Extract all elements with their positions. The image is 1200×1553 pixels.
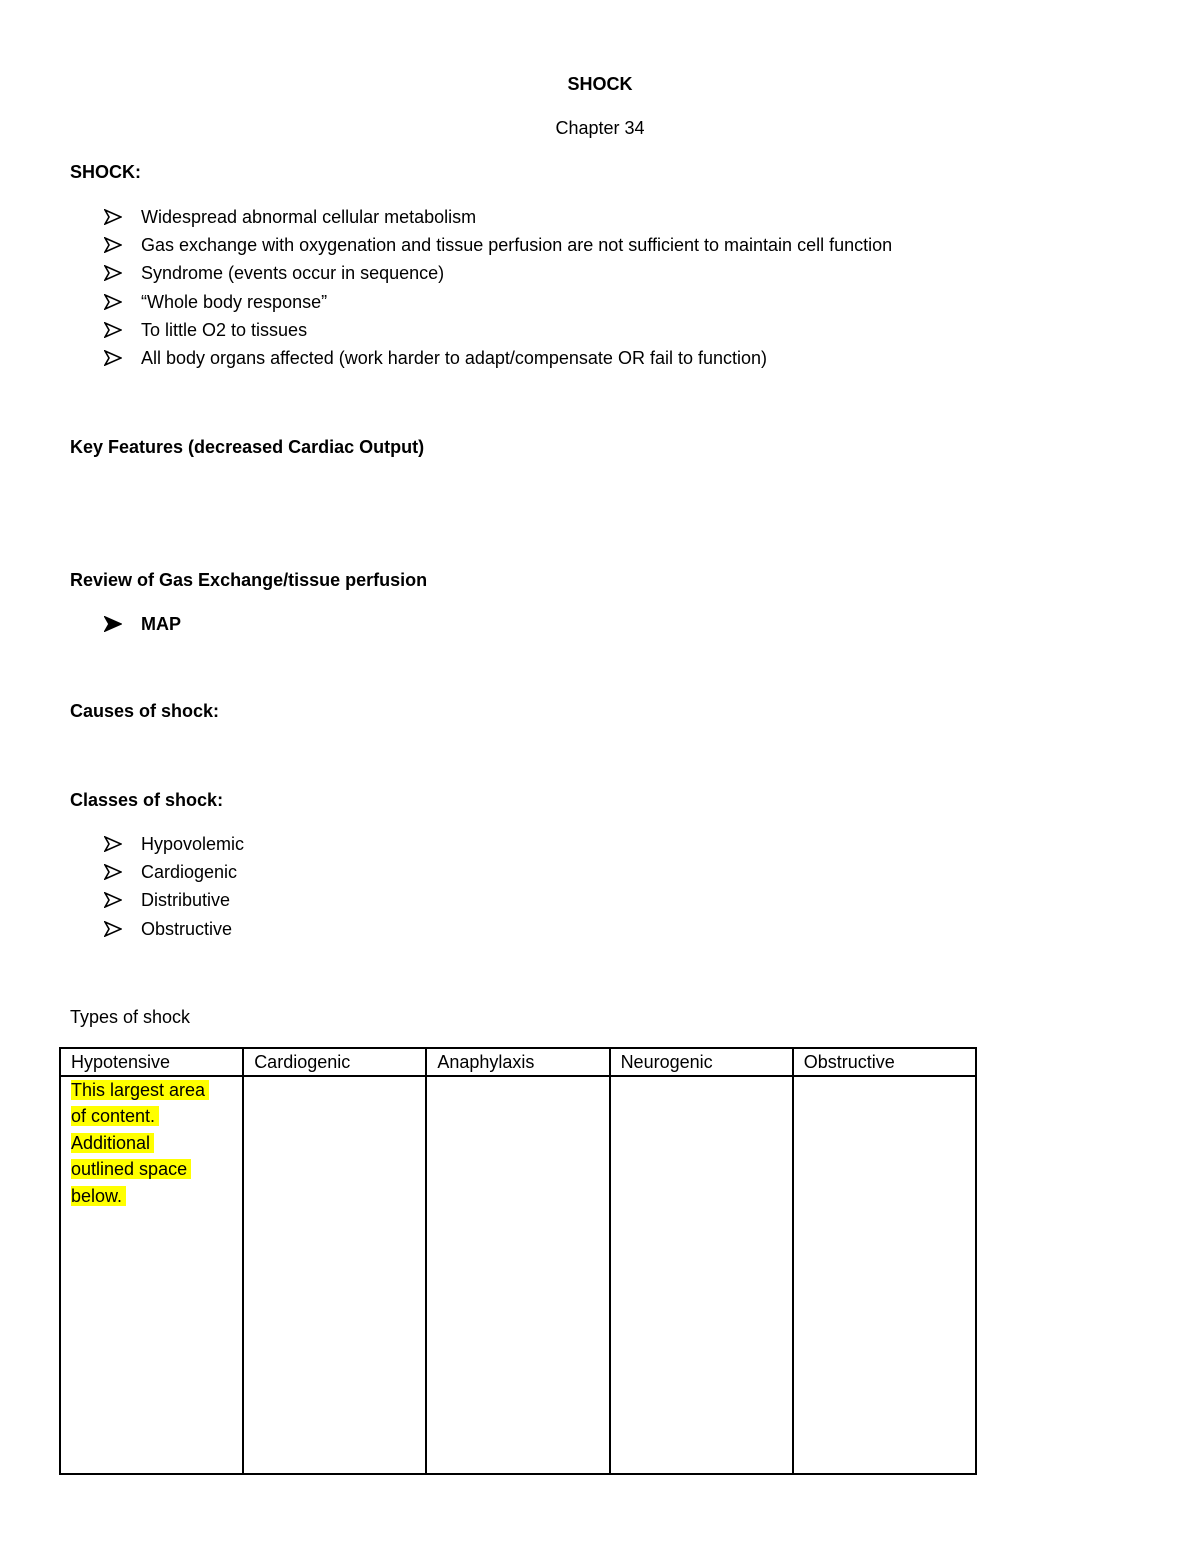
arrowhead-bullet-icon <box>104 209 141 225</box>
arrowhead-bullet-icon <box>104 616 141 632</box>
list-item <box>104 610 181 638</box>
list-item <box>104 886 244 914</box>
bullet-text: To little O2 to tissues <box>141 319 308 340</box>
column-header-obstructive: Obstructive <box>793 1048 976 1076</box>
review-bullet-list <box>104 610 181 638</box>
neurogenic-cell[interactable] <box>610 1076 793 1474</box>
bullet-text: Widespread abnormal cellular metabolism <box>141 207 477 228</box>
column-header-cardiogenic: Cardiogenic <box>243 1048 426 1076</box>
arrowhead-bullet-icon <box>104 237 141 253</box>
arrowhead-bullet-icon <box>104 921 141 937</box>
bullet-text: Hypovolemic <box>141 834 245 855</box>
bullet-text: MAP <box>141 614 181 635</box>
list-item <box>104 288 892 316</box>
arrowhead-bullet-icon <box>104 265 141 281</box>
anaphylaxis-cell[interactable] <box>426 1076 609 1474</box>
arrowhead-bullet-icon <box>104 892 141 908</box>
arrowhead-bullet-icon <box>104 322 141 338</box>
bullet-text: Distributive <box>141 890 231 911</box>
obstructive-cell[interactable] <box>793 1076 976 1474</box>
highlighted-text-line: Additional <box>71 1133 154 1153</box>
cardiogenic-cell[interactable] <box>243 1076 426 1474</box>
types-label: Types of shock <box>70 1007 191 1027</box>
list-item <box>104 344 892 372</box>
bullet-text: Cardiogenic <box>141 862 238 883</box>
arrowhead-bullet-icon <box>104 294 141 310</box>
document-title: SHOCK <box>567 74 633 94</box>
key-features-heading: Key Features (decreased Cardiac Output) <box>70 437 425 457</box>
list-item <box>104 915 244 943</box>
column-header-hypotensive: Hypotensive <box>60 1048 243 1076</box>
hypotensive-cell[interactable] <box>60 1076 243 1474</box>
classes-heading: Classes of shock: <box>70 790 224 810</box>
highlighted-text-line: This largest area <box>71 1080 209 1100</box>
table-row <box>60 1076 976 1474</box>
highlighted-text-line: of content. <box>71 1106 159 1126</box>
bullet-text: Syndrome (events occur in sequence) <box>141 263 445 284</box>
arrowhead-bullet-icon <box>104 864 141 880</box>
document-subtitle: Chapter 34 <box>555 118 645 138</box>
causes-heading: Causes of shock: <box>70 701 220 721</box>
shock-bullet-list <box>104 203 892 372</box>
classes-bullet-list <box>104 830 244 943</box>
list-item <box>104 259 892 287</box>
list-item <box>104 203 892 231</box>
column-header-neurogenic: Neurogenic <box>610 1048 793 1076</box>
list-item <box>104 858 244 886</box>
arrowhead-bullet-icon <box>104 836 141 852</box>
list-item <box>104 316 892 344</box>
bullet-text: “Whole body response” <box>141 291 328 312</box>
highlighted-text-line: below. <box>71 1186 126 1206</box>
types-of-shock-table <box>59 1047 977 1475</box>
list-item <box>104 231 892 259</box>
table-header-row <box>60 1048 976 1076</box>
bullet-text: All body organs affected (work harder to adapt/compensate OR fail to function) <box>141 348 768 369</box>
list-item <box>104 830 244 858</box>
arrowhead-bullet-icon <box>104 350 141 366</box>
bullet-text: Gas exchange with oxygenation and tissue perfusion are not sufficient to maintain cell function <box>141 235 893 256</box>
highlighted-text-line: outlined space <box>71 1159 191 1179</box>
bullet-text: Obstructive <box>141 918 233 939</box>
column-header-anaphylaxis: Anaphylaxis <box>426 1048 609 1076</box>
shock-heading: SHOCK: <box>70 162 141 182</box>
review-heading: Review of Gas Exchange/tissue perfusion <box>70 570 428 590</box>
